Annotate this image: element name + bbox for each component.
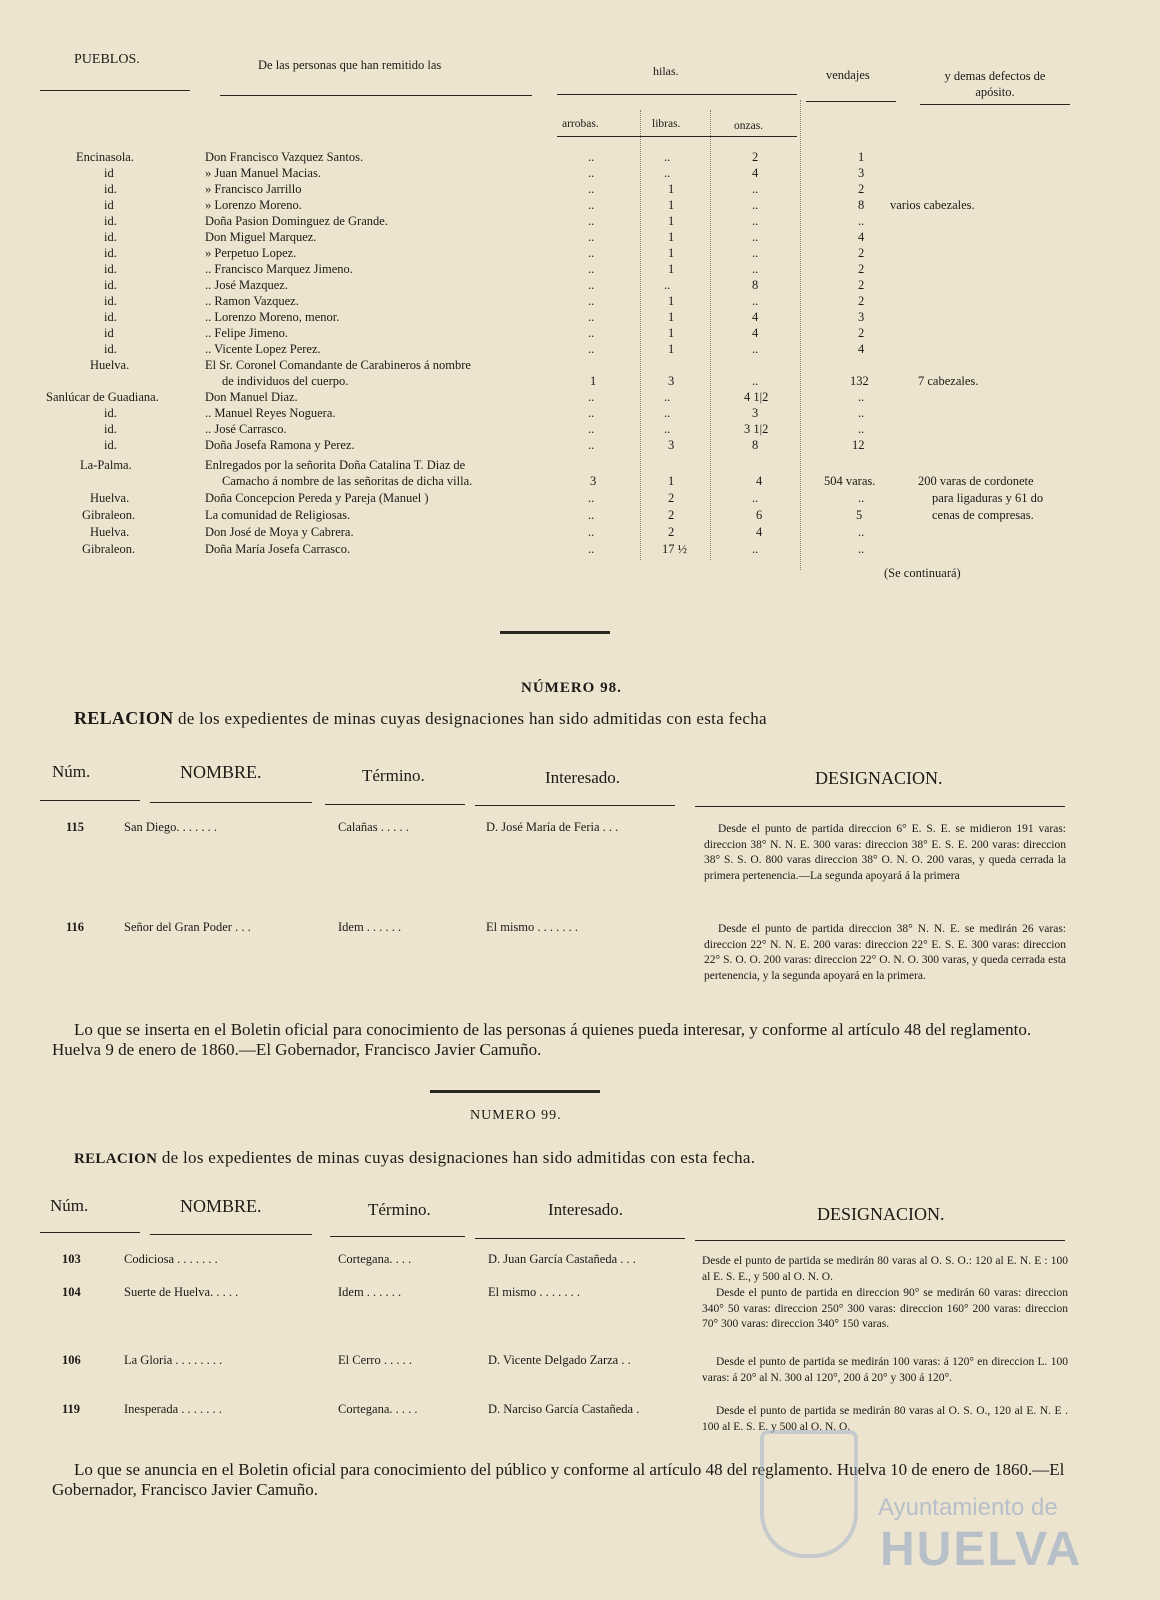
rule (40, 90, 190, 91)
rule (325, 804, 465, 805)
table-row: id. Doña Josefa Ramona y Perez. .. 3 8 12 (104, 438, 865, 452)
header-libras: libras. (652, 118, 681, 130)
header-vendajes: vendajes (826, 68, 870, 82)
divider-ornament (430, 1090, 600, 1093)
designacion-text: Desde el punto de partida se medirán 80 varas al O. S. O., 120 al E. N. E . 100 al E. S. E. y 500 al O. N. O. (702, 1405, 1068, 1433)
divider-ornament (500, 631, 610, 634)
table-row: 103 Codiciosa . . . . . . . Cortegana. . . . D. Juan García Castañeda . . . (62, 1252, 636, 1266)
col-designacion: DESIGNACION. (815, 768, 943, 788)
rule (806, 101, 896, 102)
table-row: id. Doña Pasion Dominguez de Grande. .. 1 .. .. (104, 214, 865, 228)
table-row: 119 Inesperada . . . . . . . Cortegana. . . . . D. Narciso García Castañeda . (62, 1402, 640, 1416)
rule (557, 136, 797, 137)
table-row: id. .. José Mazquez. .. .. 8 2 (104, 278, 865, 292)
table-row: id. .. Ramon Vazquez. .. 1 .. 2 (104, 294, 865, 308)
col-designacion: DESIGNACION. (817, 1204, 945, 1224)
rule (220, 95, 532, 96)
rule (475, 805, 675, 806)
section-99-title: RELACION de los expedientes de minas cuyas designaciones han sido admitidas con esta fecha. (74, 1148, 756, 1167)
table-row: 115 San Diego. . . . . . . Calañas . . . . . D. José María de Feria . . . (66, 820, 619, 834)
table-row: id .. Felipe Jimeno. .. 1 4 2 (104, 326, 865, 340)
rule (330, 1236, 465, 1237)
rule (40, 1232, 140, 1233)
designacion-text: Desde el punto de partida direccion 6° E. S. E. se midieron 191 varas: direccion 38° N. N. E. 300 varas: direccion 38° E. S. E. 200 varas: direccion 38° S. S. O. 800 varas direccion 38° O. N. O. 200 varas, y queda cerrada la primera pertenencia.—La segunda apoyará á la primera (704, 823, 1066, 882)
rule (695, 1240, 1065, 1241)
rule (695, 806, 1065, 807)
table-row: Gibraleon. Doña María Josefa Carrasco. .. 17 ½ .. .. (82, 542, 865, 556)
header-pueblos: PUEBLOS. (74, 52, 140, 67)
table-row: id. Don Miguel Marquez. .. 1 .. 4 (104, 230, 865, 244)
continuation-note: (Se continuará) (884, 566, 961, 580)
table-row: id. » Perpetuo Lopez. .. 1 .. 2 (104, 246, 865, 260)
designacion-text: Desde el punto de partida se medirán 100 varas: á 120° en direccion L. 100 varas: á 20° al N. 300 al 120°, 200 á 20° y 300 á 120°. (702, 1356, 1068, 1384)
designacion-text: Desde el punto de partida direccion 38° N. N. E. se medirán 26 varas: direccion 22° N. N. E. 200 varas: direccion 22° E. S. E. 300 varas: direccion 22° S. O. O. 200 varas: direccion 22° O. N. O. 300 varas, y queda cerrada esta pertenencia, y la segunda apoyará en la primera. (704, 923, 1066, 982)
table-row: id. » Francisco Jarrillo .. 1 .. 2 (104, 182, 865, 196)
table-row: id » Lorenzo Moreno. .. 1 .. 8 varios cabezales. (104, 198, 975, 212)
table-row: Huelva. El Sr. Coronel Comandante de Carabineros á nombre (90, 358, 471, 372)
table-row: 116 Señor del Gran Poder . . . Idem . . . . . . El mismo . . . . . . . (66, 920, 579, 934)
col-termino: Término. (362, 766, 425, 785)
table-row: Gibraleon. La comunidad de Religiosas. .. 2 6 5 cenas de compresas. (82, 508, 1034, 522)
col-num: Núm. (52, 762, 91, 781)
rule (475, 1238, 685, 1239)
watermark-line2: HUELVA (880, 1523, 1083, 1576)
section-98-title: RELACION de los expedientes de minas cuyas designaciones han sido admitidas con esta fecha (74, 708, 767, 728)
col-num: Núm. (50, 1196, 89, 1215)
table-row: id. .. Francisco Marquez Jimeno. .. 1 .. 2 (104, 262, 865, 276)
table-row: 104 Suerte de Huelva. . . . . Idem . . . . . . El mismo . . . . . . . (62, 1285, 581, 1299)
table-row: Encinasola. Don Francisco Vazquez Santos. .. .. 2 1 (76, 150, 865, 164)
designacion-text: Desde el punto de partida se medirán 80 varas al O. S. O.: 120 al E. N. E : 100 al E. S. E., y 500 al O. N. O. (702, 1255, 1068, 1283)
header-onzas: onzas. (734, 120, 764, 132)
table-row: La-Palma. Enlregados por la señorita Doña Catalina T. Diaz de (80, 458, 466, 472)
table-row: de individuos del cuerpo. 1 3 .. 132 7 cabezales. (222, 374, 979, 388)
table-row: id » Juan Manuel Macias. .. .. 4 3 (104, 166, 865, 180)
table-row: id. .. Vicente Lopez Perez. .. 1 .. 4 (104, 342, 865, 356)
col-nombre: NOMBRE. (180, 1196, 262, 1216)
designacion-text: Desde el punto de partida en direccion 90° se medirán 60 varas: direccion 340° 50 varas: direccion 250° 300 varas: direccion 160° 200 varas: direccion 70° 300 varas: direccion 340° 150 varas. (702, 1287, 1068, 1330)
table-row: 106 La Gloria . . . . . . . . El Cerro . . . . . D. Vicente Delgado Zarza . . (62, 1353, 631, 1367)
rule (920, 104, 1070, 105)
rule (40, 800, 140, 801)
table-row: id. .. Lorenzo Moreno, menor. .. 1 4 3 (104, 310, 865, 324)
city-shield-icon (760, 1430, 858, 1558)
table-row: Huelva. Doña Concepcion Pereda y Pareja (Manuel ) .. 2 .. .. para ligaduras y 61 do (90, 491, 1044, 505)
closing-paragraph: Lo que se anuncia en el Boletin oficial para conocimiento del público y conforme al artículo 48 del reglamento. Huelva 10 de enero de 1860.—El Gobernador, Francisco Javier Camuño. (52, 1460, 1065, 1499)
header-arrobas: arrobas. (562, 118, 599, 130)
col-interesado: Interesado. (545, 768, 621, 787)
rule (557, 94, 797, 95)
table-row: Camacho á nombre de las señoritas de dicha villa. 3 1 4 504 varas. 200 varas de cordonete (222, 474, 1034, 488)
table-row: id. .. Manuel Reyes Noguera. .. .. 3 .. (104, 406, 865, 420)
col-nombre: NOMBRE. (180, 762, 262, 782)
col-interesado: Interesado. (548, 1200, 624, 1219)
header-hilas: hilas. (653, 64, 679, 78)
section-98-number: NÚMERO 98. (521, 680, 622, 696)
section-99-number: NUMERO 99. (470, 1108, 562, 1123)
header-personas: De las personas que han remitido las (258, 58, 442, 72)
table-row: Huelva. Don José de Moya y Cabrera. .. 2 4 .. (90, 525, 865, 539)
rule (150, 802, 312, 803)
header-defectos: y demas defectos de apósito. (944, 69, 1046, 99)
table-row: id. .. José Carrasco. .. .. 3 1|2 .. (104, 422, 865, 436)
table-row: Sanlúcar de Guadiana. Don Manuel Diaz. .. .. 4 1|2 .. (46, 390, 865, 404)
col-termino: Término. (368, 1200, 431, 1219)
rule (150, 1234, 312, 1235)
closing-paragraph: Lo que se inserta en el Boletin oficial para conocimiento de las personas á quienes pueda interesar, y conforme al artículo 48 del reglamento. Huelva 9 de enero de 1860.—El Gobernador, Francisco Javier Camuño. (52, 1020, 1032, 1059)
watermark-line1: Ayuntamiento de (878, 1494, 1058, 1521)
